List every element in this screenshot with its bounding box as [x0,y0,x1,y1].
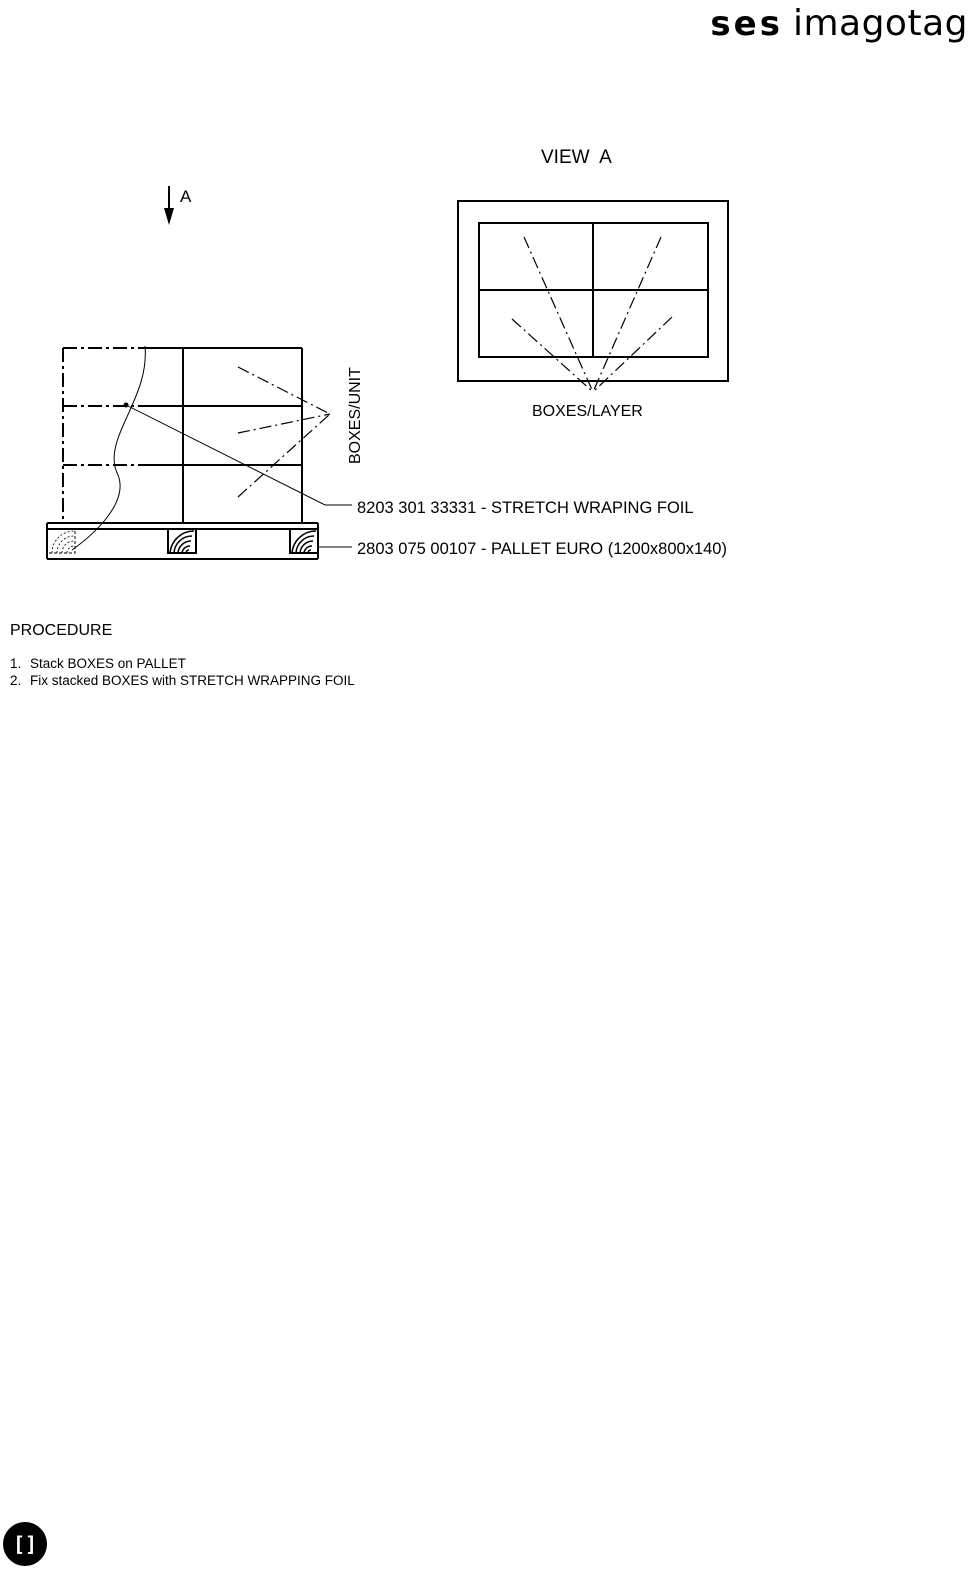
stretch-foil-curve [72,346,145,550]
top-view [458,147,728,420]
boxes-unit-leaders [238,367,330,497]
procedure-steps [10,655,355,689]
logo-text-ses: ses [710,4,783,44]
boxes-layer-label: BOXES/LAYER [532,403,643,420]
packaging-drawing [0,0,980,600]
callout-pallet: 2803 075 00107 - PALLET EURO (1200x800x140) [357,540,727,558]
callout-foil: 8203 301 33331 - STRETCH WRAPING FOIL [357,499,694,517]
view-title: VIEW A [541,147,612,168]
pallet [47,523,727,559]
pallet-block-left [47,529,75,553]
procedure-step [10,655,355,672]
procedure-section [10,622,355,689]
procedure-heading: PROCEDURE [10,622,113,639]
footer-badge[interactable]: [] [3,1522,47,1566]
pallet-block-right [290,529,318,553]
step-number: 1. [10,656,22,671]
view-marker-label: A [180,187,192,206]
step-text: Stack BOXES on PALLET [30,656,186,671]
procedure-step [10,672,355,689]
step-number: 2. [10,673,22,688]
foil-leader-line [126,405,352,505]
side-view [63,346,694,550]
box-stack [63,348,302,523]
boxes-unit-label: BOXES/UNIT [347,367,364,464]
view-a-arrow [164,186,192,225]
logo-text-imagotag: imagotag [792,3,968,44]
pallet-block-middle [168,529,196,553]
step-text: Fix stacked BOXES with STRETCH WRAPPING FOIL [30,673,355,688]
